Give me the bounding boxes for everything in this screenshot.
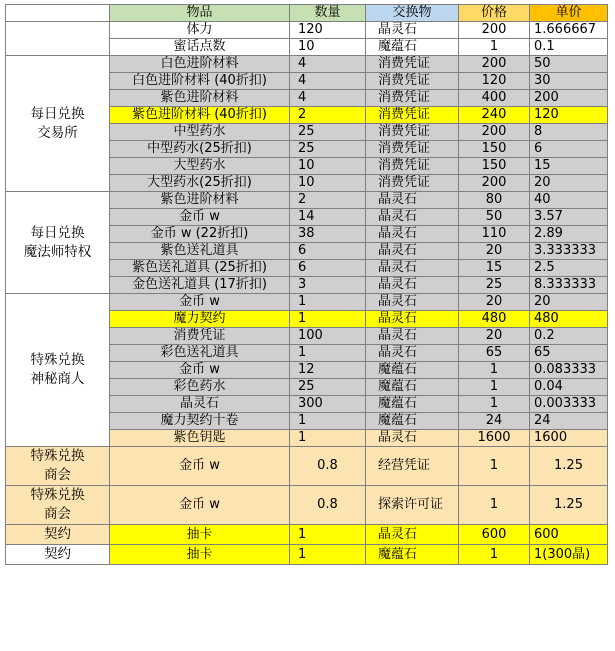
qty-cell[interactable]: 6 [290,260,366,277]
item-cell[interactable]: 紫色送礼道具 (25折扣) [110,260,290,277]
item-cell[interactable]: 抽卡 [110,525,290,545]
exchange-cell[interactable]: 消费凭证 [366,90,459,107]
price-cell[interactable]: 1 [459,396,530,413]
unit-price-cell[interactable]: 8 [530,124,608,141]
item-cell[interactable]: 紫色钥匙 [110,430,290,447]
price-cell[interactable]: 15 [459,260,530,277]
exchange-cell[interactable]: 消费凭证 [366,73,459,90]
item-cell[interactable]: 魔力契约十卷 [110,413,290,430]
exchange-cell[interactable]: 魔蕴石 [366,362,459,379]
item-cell[interactable]: 大型药水 [110,158,290,175]
unit-price-cell[interactable]: 1600 [530,430,608,447]
price-cell[interactable]: 1600 [459,430,530,447]
price-cell[interactable]: 600 [459,525,530,545]
exchange-cell[interactable]: 晶灵石 [366,345,459,362]
unit-price-cell[interactable]: 600 [530,525,608,545]
item-cell[interactable]: 金色送礼道具 (17折扣) [110,277,290,294]
exchange-cell[interactable]: 魔蕴石 [366,545,459,565]
price-cell[interactable]: 24 [459,413,530,430]
unit-price-cell[interactable]: 0.1 [530,39,608,56]
exchange-cell[interactable]: 晶灵石 [366,260,459,277]
unit-price-cell[interactable]: 65 [530,345,608,362]
price-cell[interactable]: 480 [459,311,530,328]
unit-price-cell[interactable]: 1.25 [530,447,608,486]
price-cell[interactable]: 50 [459,209,530,226]
price-cell[interactable]: 20 [459,294,530,311]
header-unit-price[interactable]: 单价 [530,5,608,22]
qty-cell[interactable]: 25 [290,379,366,396]
qty-cell[interactable]: 10 [290,158,366,175]
unit-price-cell[interactable]: 30 [530,73,608,90]
table-row [6,486,608,525]
exchange-cell[interactable]: 魔蕴石 [366,39,459,56]
unit-price-cell[interactable]: 0.04 [530,379,608,396]
qty-cell[interactable]: 300 [290,396,366,413]
item-cell[interactable]: 紫色进阶材料 [110,90,290,107]
item-cell[interactable]: 紫色进阶材料 (40折扣) [110,107,290,124]
table-row [6,525,608,545]
table-row [6,22,608,39]
exchange-cell[interactable]: 探索许可证 [366,486,459,525]
item-cell[interactable]: 彩色药水 [110,379,290,396]
exchange-cell[interactable]: 魔蕴石 [366,396,459,413]
item-cell[interactable]: 紫色送礼道具 [110,243,290,260]
qty-cell[interactable]: 1 [290,294,366,311]
unit-price-cell[interactable]: 6 [530,141,608,158]
table-row [6,192,608,209]
qty-cell[interactable]: 3 [290,277,366,294]
qty-cell[interactable]: 1 [290,545,366,565]
qty-cell[interactable]: 25 [290,141,366,158]
exchange-cell[interactable]: 晶灵石 [366,243,459,260]
qty-cell[interactable]: 0.8 [290,447,366,486]
table-row [6,447,608,486]
exchange-cell[interactable]: 消费凭证 [366,158,459,175]
qty-cell[interactable]: 2 [290,107,366,124]
exchange-cell[interactable]: 晶灵石 [366,311,459,328]
item-cell[interactable]: 金币 w [110,209,290,226]
price-cell[interactable]: 120 [459,73,530,90]
header-qty[interactable]: 数量 [290,5,366,22]
price-cell[interactable]: 200 [459,22,530,39]
group-label-cell[interactable]: 每日兑换 交易所 [6,56,110,192]
group-label-cell[interactable] [6,22,110,56]
unit-price-cell[interactable]: 200 [530,90,608,107]
unit-price-cell[interactable]: 8.333333 [530,277,608,294]
item-cell[interactable]: 金币 w [110,294,290,311]
header-corner[interactable] [6,5,110,22]
item-cell[interactable]: 蜜话点数 [110,39,290,56]
price-cell[interactable]: 80 [459,192,530,209]
exchange-cell[interactable]: 晶灵石 [366,328,459,345]
exchange-cell[interactable]: 晶灵石 [366,22,459,39]
qty-cell[interactable]: 0.8 [290,486,366,525]
item-cell[interactable]: 魔力契约 [110,311,290,328]
qty-cell[interactable]: 120 [290,22,366,39]
item-cell[interactable]: 体力 [110,22,290,39]
exchange-cell[interactable]: 晶灵石 [366,525,459,545]
exchange-cell[interactable]: 魔蕴石 [366,379,459,396]
price-cell[interactable]: 200 [459,56,530,73]
qty-cell[interactable]: 25 [290,124,366,141]
price-cell[interactable]: 400 [459,90,530,107]
qty-cell[interactable]: 1 [290,345,366,362]
qty-cell[interactable]: 6 [290,243,366,260]
qty-cell[interactable]: 1 [290,430,366,447]
item-cell[interactable]: 晶灵石 [110,396,290,413]
qty-cell[interactable]: 100 [290,328,366,345]
qty-cell[interactable]: 1 [290,311,366,328]
price-cell[interactable]: 20 [459,328,530,345]
table-row [6,545,608,565]
group-label-cell[interactable]: 特殊兑换 商会 [6,486,110,525]
price-cell[interactable]: 1 [459,447,530,486]
header-row [6,5,608,22]
qty-cell[interactable]: 4 [290,56,366,73]
header-exchange[interactable]: 交换物 [366,5,459,22]
exchange-cell[interactable]: 晶灵石 [366,430,459,447]
qty-cell[interactable]: 10 [290,39,366,56]
price-cell[interactable]: 65 [459,345,530,362]
group-label-cell[interactable]: 每日兑换 魔法师特权 [6,192,110,294]
item-cell[interactable]: 紫色进阶材料 [110,192,290,209]
unit-price-cell[interactable]: 15 [530,158,608,175]
item-cell[interactable]: 金币 w [110,447,290,486]
unit-price-cell[interactable]: 2.89 [530,226,608,243]
unit-price-cell[interactable]: 20 [530,175,608,192]
header-price[interactable]: 价格 [459,5,530,22]
exchange-cell[interactable]: 经营凭证 [366,447,459,486]
unit-price-cell[interactable]: 0.083333 [530,362,608,379]
exchange-cell[interactable]: 晶灵石 [366,209,459,226]
price-cell[interactable]: 1 [459,362,530,379]
price-cell[interactable]: 200 [459,124,530,141]
exchange-cell[interactable]: 晶灵石 [366,277,459,294]
exchange-cell[interactable]: 消费凭证 [366,141,459,158]
qty-cell[interactable]: 12 [290,362,366,379]
price-cell[interactable]: 1 [459,39,530,56]
group-label-cell[interactable]: 特殊兑换 神秘商人 [6,294,110,447]
unit-price-cell[interactable]: 1.666667 [530,22,608,39]
unit-price-cell[interactable]: 2.5 [530,260,608,277]
qty-cell[interactable]: 4 [290,73,366,90]
unit-price-cell[interactable]: 480 [530,311,608,328]
item-cell[interactable]: 消费凭证 [110,328,290,345]
qty-cell[interactable]: 4 [290,90,366,107]
item-cell[interactable]: 金币 w [110,362,290,379]
exchange-cell[interactable]: 晶灵石 [366,226,459,243]
price-cell[interactable]: 240 [459,107,530,124]
unit-price-cell[interactable]: 3.57 [530,209,608,226]
item-cell[interactable]: 中型药水(25折扣) [110,141,290,158]
unit-price-cell[interactable]: 0.2 [530,328,608,345]
price-cell[interactable]: 20 [459,243,530,260]
unit-price-cell[interactable]: 40 [530,192,608,209]
price-cell[interactable]: 1 [459,545,530,565]
item-cell[interactable]: 抽卡 [110,545,290,565]
price-cell[interactable]: 1 [459,379,530,396]
item-cell[interactable]: 白色进阶材料 [110,56,290,73]
header-item[interactable]: 物品 [110,5,290,22]
unit-price-cell[interactable]: 3.333333 [530,243,608,260]
group-label-cell[interactable]: 特殊兑换 商会 [6,447,110,486]
exchange-cell[interactable]: 晶灵石 [366,192,459,209]
exchange-cell[interactable]: 消费凭证 [366,124,459,141]
exchange-cell[interactable]: 魔蕴石 [366,413,459,430]
table-row [6,56,608,73]
exchange-table [5,4,608,565]
unit-price-cell[interactable]: 0.003333 [530,396,608,413]
qty-cell[interactable]: 10 [290,175,366,192]
qty-cell[interactable]: 14 [290,209,366,226]
unit-price-cell[interactable]: 1(300晶) [530,545,608,565]
qty-cell[interactable]: 1 [290,413,366,430]
item-cell[interactable]: 金币 w (22折扣) [110,226,290,243]
exchange-cell[interactable]: 消费凭证 [366,175,459,192]
price-cell[interactable]: 110 [459,226,530,243]
exchange-cell[interactable]: 消费凭证 [366,56,459,73]
item-cell[interactable]: 金币 w [110,486,290,525]
qty-cell[interactable]: 38 [290,226,366,243]
unit-price-cell[interactable]: 24 [530,413,608,430]
exchange-cell[interactable]: 消费凭证 [366,107,459,124]
group-label-cell[interactable]: 契约 [6,545,110,565]
unit-price-cell[interactable]: 120 [530,107,608,124]
price-cell[interactable]: 1 [459,486,530,525]
price-cell[interactable]: 150 [459,158,530,175]
price-cell[interactable]: 200 [459,175,530,192]
group-label-cell[interactable]: 契约 [6,525,110,545]
unit-price-cell[interactable]: 50 [530,56,608,73]
qty-cell[interactable]: 1 [290,525,366,545]
item-cell[interactable]: 白色进阶材料 (40折扣) [110,73,290,90]
exchange-cell[interactable]: 晶灵石 [366,294,459,311]
unit-price-cell[interactable]: 1.25 [530,486,608,525]
price-cell[interactable]: 25 [459,277,530,294]
price-cell[interactable]: 150 [459,141,530,158]
item-cell[interactable]: 彩色送礼道具 [110,345,290,362]
table-row [6,294,608,311]
item-cell[interactable]: 大型药水(25折扣) [110,175,290,192]
unit-price-cell[interactable]: 20 [530,294,608,311]
item-cell[interactable]: 中型药水 [110,124,290,141]
qty-cell[interactable]: 2 [290,192,366,209]
